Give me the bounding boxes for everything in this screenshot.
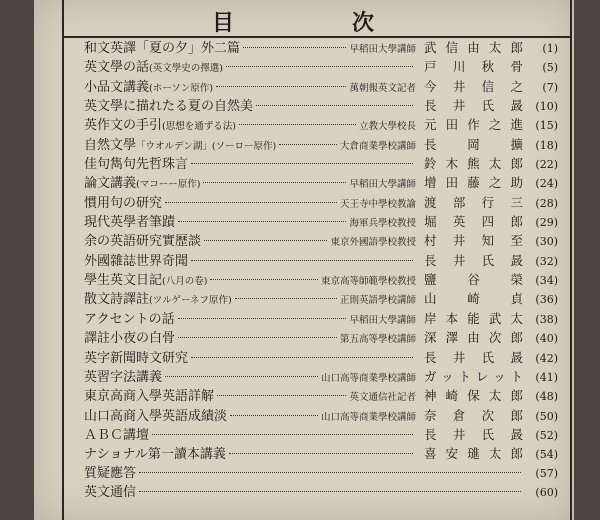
dot-leader xyxy=(191,357,413,358)
entry-author: 戸川秋骨 xyxy=(424,59,524,75)
entry-title-main: 余の英語研究實歷談 xyxy=(84,234,202,250)
entry-title-main: 佳句雋句先哲珠言 xyxy=(84,157,189,173)
entry-affiliation: 山口高等商業學校講師 xyxy=(320,372,416,384)
entry-subtitle: (思想を通ずる法) xyxy=(162,121,236,133)
dot-leader xyxy=(178,337,337,338)
entry-page-number: (5) xyxy=(542,61,558,75)
dot-leader xyxy=(165,376,318,377)
toc-entry xyxy=(84,309,558,328)
entry-page-number: (60) xyxy=(535,485,558,499)
entry-title-main: 和文英譯「夏の夕」外二篇 xyxy=(84,41,241,56)
entry-page-number: (32) xyxy=(535,254,558,268)
entry-title xyxy=(84,483,136,502)
entry-title xyxy=(84,464,136,483)
toc-entry xyxy=(84,406,558,425)
entry-subtitle: (八月の卷) xyxy=(162,276,208,288)
dot-leader xyxy=(230,415,318,416)
entry-page-number: (57) xyxy=(535,466,558,480)
entry-title xyxy=(84,97,253,116)
toc-entry xyxy=(84,173,558,192)
toc-entry xyxy=(84,289,558,308)
entry-affiliation: 海軍兵學校教授 xyxy=(349,218,416,230)
entry-title-main: ナショナル第一讀本講義 xyxy=(84,447,226,463)
entry-title xyxy=(84,213,175,232)
entry-title-main: 英文學の話 xyxy=(84,60,150,76)
entry-page-number: (15) xyxy=(535,119,558,133)
toc-entry xyxy=(84,348,558,367)
entry-title xyxy=(84,78,213,98)
entry-page-number: (30) xyxy=(535,235,558,249)
entry-author: 武信由太郎 xyxy=(424,40,524,55)
entry-affiliation: 早稻田大學講師 xyxy=(349,314,416,326)
entry-author: 長岡擴 xyxy=(424,136,524,152)
entry-title xyxy=(84,387,214,406)
document-page xyxy=(34,0,574,520)
entry-author: 鹽谷榮 xyxy=(424,272,524,288)
entry-subtitle: (英文學史の擇選) xyxy=(149,63,223,75)
entry-affiliation: 萬朝報英文記者 xyxy=(349,82,416,94)
toc-entry xyxy=(84,193,558,212)
dot-leader xyxy=(243,47,346,48)
entry-title xyxy=(84,445,226,464)
dot-leader xyxy=(191,260,413,261)
toc-entry xyxy=(84,270,558,289)
entry-author: 神崎保太郎 xyxy=(424,388,524,404)
dot-leader xyxy=(139,472,521,473)
toc-entry xyxy=(84,135,558,154)
dot-leader xyxy=(279,144,337,145)
dot-leader xyxy=(165,202,337,203)
entry-page-number: (34) xyxy=(535,274,558,288)
dot-leader xyxy=(191,163,413,164)
entry-page-number: (38) xyxy=(535,312,558,326)
dot-leader xyxy=(139,491,521,492)
entry-page-number: (36) xyxy=(535,293,558,307)
entry-page-number: (22) xyxy=(535,158,558,172)
toc-entry xyxy=(84,231,558,250)
entry-affiliation: 早稻田大學講師 xyxy=(349,179,416,191)
page-frame xyxy=(62,0,572,520)
entry-title xyxy=(84,426,149,445)
entry-affiliation: 第五高等學校講師 xyxy=(339,334,416,346)
toc-entry xyxy=(84,483,558,502)
entry-title-main: 譯註小夜の白骨 xyxy=(84,331,176,347)
toc-entry xyxy=(84,115,558,134)
entry-title-main: 慣用句の研究 xyxy=(84,195,163,211)
entry-author: 山崎貞 xyxy=(424,291,524,307)
toc-entry xyxy=(84,154,558,173)
entry-title-main: 質疑應答 xyxy=(84,465,137,481)
entry-affiliation: 正則英語學校講師 xyxy=(339,295,416,307)
entry-affiliation: 大倉商業學校講師 xyxy=(339,140,416,152)
entry-author: 今井信之 xyxy=(424,78,524,94)
entry-page-number: (54) xyxy=(535,448,558,462)
entry-page-number: (41) xyxy=(535,370,558,384)
entry-author: 元田作之進 xyxy=(424,117,524,133)
entry-author: 增田藤之助 xyxy=(424,175,524,191)
entry-affiliation: 英文通信社記者 xyxy=(349,392,416,404)
entry-page-number: (42) xyxy=(535,351,558,365)
entry-title xyxy=(84,310,175,329)
entry-title xyxy=(84,290,232,310)
entry-author: 深澤由次郎 xyxy=(424,330,524,346)
entry-author: 鈴木熊太郎 xyxy=(424,156,524,172)
entry-title xyxy=(84,174,200,194)
entry-title xyxy=(84,368,162,387)
entry-page-number: (40) xyxy=(535,332,558,346)
toc-list xyxy=(84,38,558,502)
entry-title xyxy=(84,252,188,271)
entry-page-number: (48) xyxy=(535,390,558,404)
entry-title-main: 學生英文日記 xyxy=(84,273,163,289)
entry-title xyxy=(84,194,162,213)
dot-leader xyxy=(178,318,347,319)
entry-title-main: 東京高商入學英語詳解 xyxy=(84,389,215,405)
dot-leader xyxy=(226,66,413,67)
entry-author: ガットレット xyxy=(424,368,524,384)
toc-entry xyxy=(84,251,558,270)
dot-leader xyxy=(152,434,413,435)
entry-title xyxy=(84,155,188,174)
entry-title xyxy=(84,136,276,156)
entry-page-number: (18) xyxy=(535,138,558,152)
toc-entry xyxy=(84,367,558,386)
dot-leader xyxy=(210,279,318,280)
entry-page-number: (50) xyxy=(535,409,558,423)
dot-leader xyxy=(239,124,356,125)
toc-entry xyxy=(84,212,558,231)
entry-title-main: 小品文講義 xyxy=(84,79,150,95)
toc-entry xyxy=(84,77,558,96)
entry-title-main: 山口高商入學英語成績淡 xyxy=(84,408,228,424)
dot-leader xyxy=(256,105,413,106)
entry-author: 長井氏晸 xyxy=(424,349,524,365)
entry-affiliation: 東京高等師範學校教授 xyxy=(320,276,416,288)
entry-title xyxy=(84,329,175,348)
entry-author: 渡部行三 xyxy=(424,194,524,210)
dot-leader xyxy=(235,298,337,299)
entry-title-main: 英文通信 xyxy=(84,484,137,500)
entry-title-main: 散文詩譯註 xyxy=(84,292,150,308)
toc-title: 目 次 xyxy=(211,10,422,36)
dot-leader xyxy=(216,86,346,87)
entry-title xyxy=(84,349,188,368)
toc-entry xyxy=(84,328,558,347)
entry-page-number: (29) xyxy=(535,216,558,230)
toc-entry xyxy=(84,425,558,444)
entry-author: 奈倉次郎 xyxy=(424,407,524,423)
entry-title-main: 英習字法講義 xyxy=(84,369,163,385)
dot-leader xyxy=(204,240,327,241)
entry-subtitle: 「ウオルデン湖」(ソーロー原作) xyxy=(136,140,277,152)
entry-author: 喜安璡太郎 xyxy=(424,446,524,462)
entry-title xyxy=(84,39,240,58)
dot-leader xyxy=(203,182,346,183)
toc-entry xyxy=(84,57,558,76)
entry-affiliation: 東京外國語學校教授 xyxy=(330,237,416,249)
entry-title-main: 英作文の手引 xyxy=(84,118,163,134)
entry-title-main: ＡＢＣ講壇 xyxy=(84,427,150,443)
entry-affiliation: 早稻田大學講師 xyxy=(349,44,416,55)
entry-title xyxy=(84,58,223,78)
dot-leader xyxy=(217,395,346,396)
toc-entry xyxy=(84,464,558,483)
entry-page-number: (28) xyxy=(535,196,558,210)
entry-page-number: (52) xyxy=(535,428,558,442)
entry-subtitle: (ツルゲーネフ原作) xyxy=(149,295,232,307)
toc-entry xyxy=(84,386,558,405)
entry-page-number: (1) xyxy=(542,42,558,55)
entry-subtitle: (ホーソン原作) xyxy=(149,82,214,94)
entry-title-main: 自然文學 xyxy=(84,137,137,153)
entry-title-main: 論文講義 xyxy=(84,176,137,192)
entry-page-number: (10) xyxy=(535,100,558,114)
toc-entry xyxy=(84,38,558,57)
dot-leader xyxy=(178,221,346,222)
entry-title-main: 外國雜誌世界奇聞 xyxy=(84,253,189,269)
toc-entry xyxy=(84,96,558,115)
entry-page-number: (24) xyxy=(535,177,558,191)
entry-title-main: アクセントの話 xyxy=(84,311,175,327)
entry-title-main: 英文學に描れたる夏の自然美 xyxy=(84,99,254,115)
entry-title xyxy=(84,116,236,136)
dot-leader xyxy=(229,453,413,454)
toc-entry xyxy=(84,444,558,463)
entry-author: 長井氏晸 xyxy=(424,252,524,268)
entry-affiliation: 立教大學校長 xyxy=(358,121,416,133)
entry-author: 岸本能武太 xyxy=(424,310,524,326)
entry-subtitle: (マコーー原作) xyxy=(136,179,201,191)
entry-affiliation: 山口高等商業學校講師 xyxy=(320,411,416,423)
entry-author: 長井氏晸 xyxy=(424,426,524,442)
entry-title-main: 英字新聞時文研究 xyxy=(84,350,189,366)
entry-title xyxy=(84,407,227,426)
entry-page-number: (7) xyxy=(542,80,558,94)
entry-title xyxy=(84,271,207,291)
entry-title xyxy=(84,232,201,251)
entry-author: 堀英四郎 xyxy=(424,214,524,230)
entry-title-main: 現代英學者筆蹟 xyxy=(84,215,176,231)
entry-author: 村井知至 xyxy=(424,233,524,249)
entry-affiliation: 天王寺中學校教諭 xyxy=(339,198,416,210)
entry-author: 長井氏晸 xyxy=(424,98,524,114)
